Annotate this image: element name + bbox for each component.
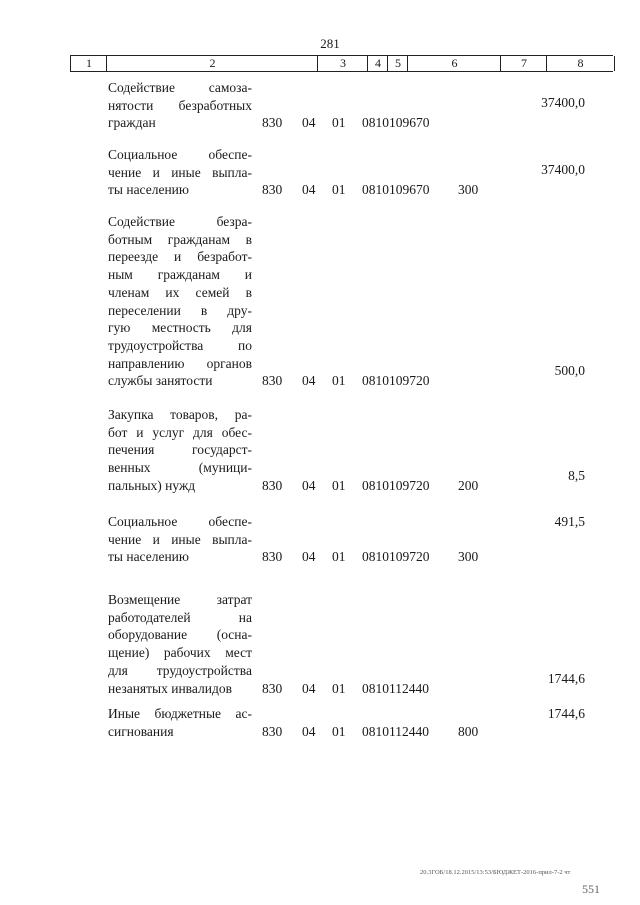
- cell-col5: 01: [332, 723, 346, 739]
- page-number: 281: [320, 36, 340, 51]
- description-line: работодателей на: [108, 609, 252, 625]
- description-line: Закупка товаров, ра-: [108, 407, 252, 422]
- cell-col3: 830: [262, 182, 283, 198]
- description-line: сигнования: [108, 723, 174, 739]
- cell-col4: 04: [302, 549, 316, 565]
- row-description: [108, 513, 252, 566]
- cell-col5: 01: [332, 549, 346, 565]
- cell-col5: 01: [332, 115, 346, 131]
- row-description: [108, 406, 252, 495]
- description-line: членам их семей в: [108, 284, 252, 300]
- description-line: бот и услуг для обес-: [108, 424, 252, 440]
- description-line: Возмещение затрат: [108, 592, 252, 607]
- description-line: граждан: [108, 115, 156, 131]
- cell-col6: 0810109720: [362, 373, 430, 389]
- cell-col5: 01: [332, 680, 346, 696]
- description-line: пальных) нужд: [108, 477, 196, 493]
- cell-col3: 830: [262, 723, 283, 739]
- cell-col8: 1744,6: [547, 670, 585, 686]
- table-header: [70, 55, 613, 72]
- description-line: ботным гражданам в: [108, 231, 252, 247]
- description-line: щение) рабочих мест: [108, 645, 252, 661]
- header-cell: 1: [70, 56, 107, 71]
- header-cell: 5: [387, 56, 408, 71]
- header-cell: 8: [546, 56, 615, 71]
- cell-col4: 04: [302, 680, 316, 696]
- row-description: [108, 146, 252, 199]
- description-line: Иные бюджетные ас-: [108, 706, 252, 721]
- cell-col5: 01: [332, 477, 346, 493]
- cell-col8: 8,5: [568, 467, 585, 483]
- cell-col8: 491,5: [554, 514, 585, 529]
- header-cell: 3: [317, 56, 368, 71]
- cell-col7: 200: [458, 477, 479, 493]
- cell-col4: 04: [302, 182, 316, 198]
- description-line: направлению органов: [108, 355, 252, 371]
- description-line: венных (муници-: [108, 460, 252, 476]
- row-description: [108, 213, 252, 390]
- cell-col6: 0810109720: [362, 477, 430, 493]
- cell-col8: 500,0: [554, 363, 585, 379]
- description-line: незанятых инвалидов: [108, 680, 232, 696]
- cell-col7: 800: [458, 723, 479, 739]
- description-line: печения государст-: [108, 442, 252, 458]
- cell-col3: 830: [262, 373, 283, 389]
- row-description: [108, 79, 252, 132]
- description-line: ным гражданам и: [108, 267, 252, 283]
- description-line: нятости безработных: [108, 97, 252, 113]
- description-line: чение и иные выпла-: [108, 531, 252, 547]
- header-cell: 7: [500, 56, 547, 71]
- cell-col6: 0810112440: [362, 680, 429, 696]
- header-cell: 4: [367, 56, 388, 71]
- cell-col6: 0810109670: [362, 115, 430, 131]
- cell-col4: 04: [302, 373, 316, 389]
- cell-col7: 300: [458, 549, 479, 565]
- description-line: Социальное обеспе-: [108, 147, 252, 162]
- description-line: гую местность для: [108, 320, 252, 336]
- cell-col6: 0810109720: [362, 549, 430, 565]
- description-line: Содействие самоза-: [108, 80, 252, 95]
- cell-col4: 04: [302, 477, 316, 493]
- description-line: переселении в дру-: [108, 302, 252, 318]
- cell-col3: 830: [262, 477, 283, 493]
- cell-col4: 04: [302, 723, 316, 739]
- description-line: службы занятости: [108, 373, 213, 389]
- description-line: трудоустройства по: [108, 337, 252, 353]
- description-line: ты населению: [108, 549, 189, 565]
- cell-col8: 37400,0: [541, 162, 585, 177]
- cell-col6: 0810109670: [362, 182, 430, 198]
- header-cell: 2: [106, 56, 318, 71]
- description-line: Содействие безра-: [108, 214, 252, 229]
- cell-col3: 830: [262, 115, 283, 131]
- row-description: [108, 591, 252, 697]
- cell-col6: 0810112440: [362, 723, 429, 739]
- description-line: оборудование (осна-: [108, 627, 252, 643]
- cell-col4: 04: [302, 115, 316, 131]
- cell-col3: 830: [262, 549, 283, 565]
- footer-page-number: 551: [582, 882, 600, 896]
- cell-col5: 01: [332, 373, 346, 389]
- cell-col8: 1744,6: [547, 706, 585, 721]
- cell-col8: 37400,0: [541, 95, 585, 110]
- description-line: переезде и безработ-: [108, 249, 252, 265]
- description-line: Социальное обеспе-: [108, 514, 252, 529]
- description-line: ты населению: [108, 182, 189, 198]
- header-cell: 6: [407, 56, 501, 71]
- footer-stamp: 20.3ГОБ/18.12.2015/13:53/БЮДЖЕТ-2016-прил-7-2 чт: [420, 869, 571, 876]
- description-line: для трудоустройства: [108, 662, 252, 678]
- row-description: [108, 705, 252, 740]
- cell-col5: 01: [332, 182, 346, 198]
- description-line: чение и иные выпла-: [108, 164, 252, 180]
- cell-col7: 300: [458, 182, 479, 198]
- cell-col3: 830: [262, 680, 283, 696]
